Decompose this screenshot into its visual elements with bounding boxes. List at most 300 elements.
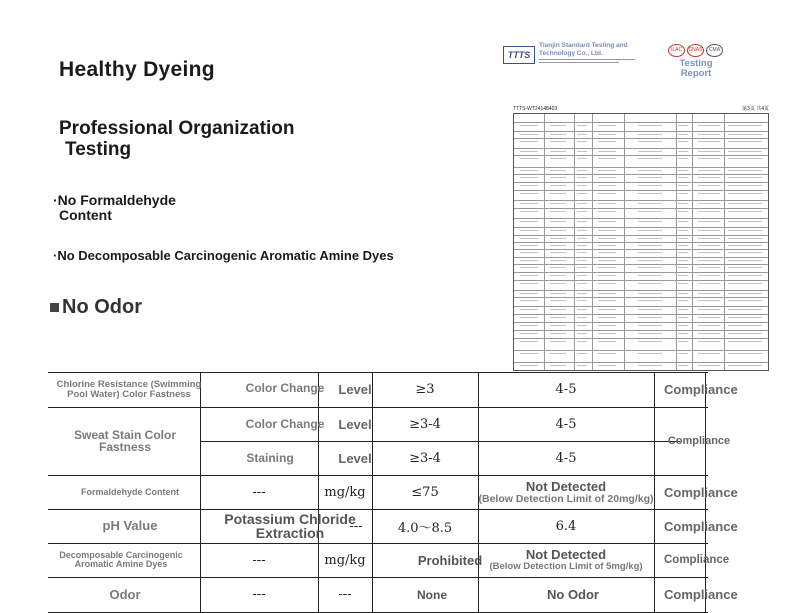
report-thumbnail-text-stroke (638, 230, 662, 231)
report-thumbnail-text-stroke (728, 193, 762, 194)
report-thumbnail-text-stroke (638, 177, 662, 178)
row-2-unit: Level (338, 416, 372, 432)
report-thumbnail-text-stroke (598, 341, 616, 342)
report-thumbnail-text-stroke (520, 252, 538, 253)
report-thumbnail-text-stroke (520, 260, 538, 261)
report-thumbnail-text-stroke (698, 211, 720, 212)
report-thumbnail-text-stroke (728, 283, 762, 284)
report-thumbnail-text-stroke (678, 185, 688, 186)
report-thumbnail-text-stroke (698, 341, 720, 342)
report-thumbnail-text-stroke (520, 333, 538, 334)
report-thumbnail-text-stroke (577, 300, 587, 301)
report-thumbnail-text-stroke (678, 260, 688, 261)
row-7-result: No Odor (547, 587, 599, 602)
report-thumbnail-text-stroke (728, 333, 762, 334)
report-thumbnail-text-stroke (678, 341, 688, 342)
ttts-underline (539, 59, 635, 60)
report-thumbnail-row-line (514, 314, 768, 315)
testing-report-line-1: Testing (679, 58, 713, 69)
report-thumbnail-text-stroke (678, 158, 688, 159)
row-6-unit: mg/kg (324, 552, 366, 568)
subtitle-line-1: Professional Organization (59, 118, 295, 139)
report-thumbnail-text-stroke (550, 260, 566, 261)
row-5-standard: 4.0～8.5 (397, 520, 453, 536)
report-thumbnail-text-stroke (577, 275, 587, 276)
report-thumbnail-text-stroke (520, 211, 538, 212)
report-thumbnail-text-stroke (550, 203, 566, 204)
row-3-indicator: Staining (246, 451, 294, 465)
report-thumbnail-text-stroke (728, 170, 762, 171)
report-thumbnail-text-stroke (728, 230, 762, 231)
report-thumbnail-text-stroke (678, 238, 688, 239)
report-thumbnail-text-stroke (550, 333, 566, 334)
report-thumbnail-row-line (514, 242, 768, 243)
report-thumbnail-row-line (514, 280, 768, 281)
report-thumbnail-text-stroke (728, 158, 762, 159)
report-thumbnail-text-stroke (678, 193, 688, 194)
row-1-result: 4-5 (555, 382, 577, 397)
report-thumbnail-text-stroke (550, 134, 566, 135)
report-thumbnail-text-stroke (638, 341, 662, 342)
report-thumbnail-row-line (514, 290, 768, 291)
report-thumbnail-text-stroke (638, 238, 662, 239)
row-7-standard: None (417, 587, 447, 602)
bullet-no-odor (50, 296, 142, 318)
report-thumbnail-text-stroke (520, 245, 538, 246)
report-thumbnail-text-stroke (520, 317, 538, 318)
report-thumbnail-text-stroke (698, 134, 720, 135)
report-thumbnail-column-line (544, 114, 545, 370)
report-thumbnail-text-stroke (698, 221, 720, 222)
report-thumbnail-text-stroke (698, 309, 720, 310)
report-thumbnail-text-stroke (577, 353, 587, 354)
report-thumbnail-text-stroke (577, 185, 587, 186)
report-thumbnail-text-stroke (638, 158, 662, 159)
report-thumbnail-text-stroke (577, 203, 587, 204)
row-7-unit: --- (338, 587, 352, 602)
report-thumbnail-text-stroke (520, 134, 538, 135)
report-thumbnail-text-stroke (550, 353, 566, 354)
report-thumbnail-text-stroke (638, 325, 662, 326)
row-2-indicator: Color Change (245, 417, 325, 431)
report-thumbnail-text-stroke (598, 230, 616, 231)
row-2-verdict: Compliance (667, 435, 731, 447)
report-thumbnail-text-stroke (728, 245, 762, 246)
report-thumbnail-text-stroke (678, 293, 688, 294)
report-thumbnail-row-line (514, 122, 768, 123)
report-thumbnail-text-stroke (577, 293, 587, 294)
report-thumbnail-row-line (514, 338, 768, 339)
report-thumbnail-text-stroke (698, 203, 720, 204)
testing-report-line-2: Report (680, 68, 712, 79)
row-4-indicator: --- (252, 484, 266, 500)
report-thumbnail-row-line (514, 264, 768, 265)
row-5-result: 6.4 (555, 518, 577, 534)
report-thumbnail-text-stroke (638, 260, 662, 261)
report-thumbnail-text-stroke (550, 317, 566, 318)
row-5-item: pH Value (102, 518, 158, 533)
report-thumbnail-text-stroke (577, 211, 587, 212)
report-thumbnail-text-stroke (598, 252, 616, 253)
report-thumbnail-text-stroke (598, 211, 616, 212)
report-thumbnail-text-stroke (598, 317, 616, 318)
report-number: TTTS-WT24148403 (513, 106, 558, 112)
report-thumbnail-text-stroke (598, 267, 616, 268)
report-thumbnail-text-stroke (550, 221, 566, 222)
report-thumbnail-text-stroke (728, 353, 762, 354)
report-thumbnail-text-stroke (550, 158, 566, 159)
report-thumbnail-text-stroke (728, 221, 762, 222)
subtitle-line-2: Testing (65, 139, 132, 160)
report-thumbnail-column-line (624, 114, 625, 370)
report-thumbnail-text-stroke (728, 275, 762, 276)
report-thumbnail-text-stroke (598, 333, 616, 334)
report-thumbnail-text-stroke (577, 365, 587, 366)
bullet-formaldehyde (53, 193, 176, 223)
report-thumbnail-text-stroke (550, 177, 566, 178)
report-thumbnail-text-stroke (698, 158, 720, 159)
report-thumbnail-text-stroke (638, 125, 662, 126)
report-thumbnail-text-stroke (520, 341, 538, 342)
report-thumbnail-text-stroke (698, 151, 720, 152)
report-thumbnail-text-stroke (638, 309, 662, 310)
report-thumbnail-text-stroke (678, 125, 688, 126)
report-thumbnail-text-stroke (638, 221, 662, 222)
report-thumbnail-text-stroke (698, 353, 720, 354)
row-4-result (478, 475, 654, 509)
report-thumbnail-text-stroke (698, 245, 720, 246)
row-1-standard: ≥3 (415, 382, 435, 397)
report-thumbnail-text-stroke (638, 317, 662, 318)
report-thumbnail-text-stroke (678, 134, 688, 135)
report-thumbnail-row-line (514, 208, 768, 209)
row-2-item: Sweat Stain Color Fastness (73, 428, 177, 454)
row-3-standard: ≥3-4 (409, 450, 441, 466)
report-thumbnail-row-line (514, 182, 768, 183)
report-thumbnail-text-stroke (728, 300, 762, 301)
report-thumbnail-text-stroke (520, 185, 538, 186)
report-thumbnail-text-stroke (550, 341, 566, 342)
report-thumbnail-text-stroke (638, 353, 662, 354)
report-thumbnail-text-stroke (638, 252, 662, 253)
subtitle (59, 118, 294, 160)
report-thumbnail-text-stroke (598, 125, 616, 126)
report-thumbnail-text-stroke (598, 353, 616, 354)
report-thumbnail-text-stroke (678, 267, 688, 268)
row-5-verdict: Compliance (664, 518, 738, 534)
row-2-result: 4-5 (555, 416, 577, 432)
report-thumbnail-text-stroke (598, 185, 616, 186)
row-7-verdict: Compliance (664, 587, 738, 602)
report-thumbnail-text-stroke (577, 333, 587, 334)
report-thumbnail-text-stroke (728, 177, 762, 178)
report-thumbnail-text-stroke (678, 325, 688, 326)
report-thumbnail-text-stroke (638, 193, 662, 194)
report-thumbnail-text-stroke (577, 325, 587, 326)
report-thumbnail-text-stroke (577, 252, 587, 253)
report-thumbnail-row-line (514, 131, 768, 132)
report-thumbnail-text-stroke (598, 141, 616, 142)
report-thumbnail-text-stroke (638, 151, 662, 152)
report-thumbnail-text-stroke (728, 252, 762, 253)
ttts-mark: TTTS (503, 46, 535, 64)
report-thumbnail-text-stroke (550, 365, 566, 366)
report-thumbnail-text-stroke (698, 283, 720, 284)
report-thumbnail-text-stroke (598, 283, 616, 284)
report-thumbnail-text-stroke (550, 170, 566, 171)
report-thumbnail-text-stroke (698, 317, 720, 318)
report-thumbnail-text-stroke (678, 170, 688, 171)
report-thumbnail-text-stroke (598, 203, 616, 204)
report-thumbnail-text-stroke (577, 134, 587, 135)
report-thumbnail-text-stroke (698, 230, 720, 231)
report-thumbnail-text-stroke (520, 353, 538, 354)
report-thumbnail-text-stroke (698, 275, 720, 276)
report-thumbnail-text-stroke (638, 203, 662, 204)
report-thumbnail-text-stroke (678, 353, 688, 354)
report-thumbnail-text-stroke (520, 275, 538, 276)
report-thumbnail-text-stroke (678, 283, 688, 284)
report-thumbnail-text-stroke (550, 300, 566, 301)
report-thumbnail-text-stroke (520, 365, 538, 366)
ttts-underline-2 (539, 62, 619, 63)
ilac-badge-icon: ILAC (668, 44, 685, 57)
report-thumbnail-row-line (514, 249, 768, 250)
report-thumbnail-header (513, 106, 771, 112)
report-thumbnail-row-line (514, 272, 768, 273)
report-thumbnail-text-stroke (728, 267, 762, 268)
report-thumbnail-text-stroke (598, 193, 616, 194)
testing-report-label (672, 59, 720, 79)
report-thumbnail-text-stroke (698, 260, 720, 261)
report-thumbnail-row-line (514, 350, 768, 351)
report-thumbnail-text-stroke (638, 333, 662, 334)
report-thumbnail-text-stroke (598, 170, 616, 171)
report-thumbnail-text-stroke (598, 238, 616, 239)
report-thumbnail-text-stroke (550, 125, 566, 126)
report-thumbnail-text-stroke (598, 245, 616, 246)
report-thumbnail-text-stroke (678, 333, 688, 334)
report-thumbnail-text-stroke (520, 221, 538, 222)
row-2-standard: ≥3-4 (409, 416, 441, 432)
ttts-company-name: Tianjin Standard Testing and Technology Co., Ltd. (539, 42, 628, 57)
row-4-result-note: (Below Detection Limit of 20mg/kg) (478, 492, 654, 505)
report-thumbnail-text-stroke (577, 141, 587, 142)
report-thumbnail-text-stroke (728, 211, 762, 212)
report-thumbnail-text-stroke (698, 333, 720, 334)
report-thumbnail-text-stroke (678, 211, 688, 212)
report-thumbnail-row-line (514, 306, 768, 307)
test-results-table (0, 372, 790, 613)
report-thumbnail-text-stroke (520, 293, 538, 294)
report-thumbnail-text-stroke (638, 141, 662, 142)
report-thumbnail-text-stroke (678, 177, 688, 178)
report-thumbnail-text-stroke (577, 193, 587, 194)
report-thumbnail-row-line (514, 167, 768, 168)
report-thumbnail-row-line (514, 322, 768, 323)
report-thumbnail-text-stroke (577, 125, 587, 126)
accreditation-badges (668, 44, 730, 58)
row-3-unit: Level (338, 450, 372, 466)
report-thumbnail-text-stroke (638, 293, 662, 294)
report-thumbnail-text-stroke (638, 275, 662, 276)
report-thumbnail-text-stroke (728, 141, 762, 142)
report-thumbnail-text-stroke (577, 221, 587, 222)
report-thumbnail-text-stroke (728, 260, 762, 261)
report-thumbnail-row-line (514, 148, 768, 149)
row-3-result: 4-5 (555, 450, 577, 466)
report-thumbnail-text-stroke (598, 177, 616, 178)
report-page: 第3页 共4页 (742, 106, 769, 112)
report-thumbnail-text-stroke (678, 365, 688, 366)
report-thumbnail (513, 106, 771, 372)
report-thumbnail-text-stroke (550, 141, 566, 142)
report-thumbnail-text-stroke (728, 134, 762, 135)
row-7-indicator: --- (252, 587, 266, 602)
report-thumbnail-text-stroke (728, 203, 762, 204)
report-thumbnail-text-stroke (598, 300, 616, 301)
report-thumbnail-row-line (514, 200, 768, 201)
row-4-item: Formaldehyde Content (80, 486, 179, 497)
report-thumbnail-text-stroke (678, 203, 688, 204)
report-thumbnail-text-stroke (638, 170, 662, 171)
report-thumbnail-text-stroke (520, 325, 538, 326)
report-thumbnail-text-stroke (728, 325, 762, 326)
row-6-result (478, 543, 654, 577)
row-4-standard: ≤75 (411, 484, 439, 500)
bullet-amine-dyes: ·No Decomposable Carcinogenic Aromatic Amine Dyes (53, 248, 394, 263)
row-5-indicator: Potassium Chloride Extraction (224, 511, 356, 541)
report-thumbnail-row-line (514, 227, 768, 228)
report-thumbnail-text-stroke (698, 365, 720, 366)
row-6-result-main: Not Detected (525, 546, 607, 562)
report-thumbnail-text-stroke (550, 185, 566, 186)
report-thumbnail-row-line (514, 257, 768, 258)
report-thumbnail-text-stroke (698, 193, 720, 194)
report-thumbnail-text-stroke (728, 341, 762, 342)
report-thumbnail-text-stroke (728, 309, 762, 310)
report-thumbnail-text-stroke (698, 141, 720, 142)
report-thumbnail-text-stroke (698, 293, 720, 294)
row-6-indicator: --- (252, 552, 266, 568)
report-thumbnail-text-stroke (728, 185, 762, 186)
report-thumbnail-text-stroke (520, 151, 538, 152)
report-thumbnail-text-stroke (698, 325, 720, 326)
report-thumbnail-text-stroke (577, 260, 587, 261)
row-6-verdict: Compliance (664, 554, 730, 566)
cma-badge-icon: CMA (706, 44, 723, 57)
report-thumbnail-text-stroke (638, 267, 662, 268)
report-thumbnail-text-stroke (678, 230, 688, 231)
report-thumbnail-text-stroke (577, 317, 587, 318)
report-thumbnail-text-stroke (678, 309, 688, 310)
report-thumbnail-row-line (514, 174, 768, 175)
report-thumbnail-column-line (676, 114, 677, 370)
report-thumbnail-text-stroke (598, 275, 616, 276)
report-thumbnail-text-stroke (698, 185, 720, 186)
report-thumbnail-text-stroke (550, 238, 566, 239)
report-thumbnail-text-stroke (678, 245, 688, 246)
report-thumbnail-text-stroke (638, 211, 662, 212)
report-thumbnail-text-stroke (638, 134, 662, 135)
row-1-indicator: Color Change (245, 381, 325, 395)
report-thumbnail-text-stroke (698, 177, 720, 178)
report-thumbnail-column-line (692, 114, 693, 370)
report-thumbnail-text-stroke (550, 193, 566, 194)
row-6-item: Decomposable Carcinogenic Aromatic Amine Dyes (59, 550, 183, 569)
report-thumbnail-text-stroke (520, 141, 538, 142)
report-thumbnail-text-stroke (577, 177, 587, 178)
report-thumbnail-text-stroke (638, 185, 662, 186)
report-thumbnail-text-stroke (728, 293, 762, 294)
row-6-result-note: (Below Detection Limit of 5mg/kg) (489, 560, 643, 572)
row-1-unit: Level (338, 382, 372, 397)
report-thumbnail-row-line (514, 138, 768, 139)
report-thumbnail-text-stroke (577, 309, 587, 310)
report-thumbnail-row-line (514, 155, 768, 156)
report-thumbnail-row-line (514, 218, 768, 219)
report-thumbnail-text-stroke (577, 267, 587, 268)
report-thumbnail-text-stroke (550, 275, 566, 276)
report-thumbnail-text-stroke (520, 193, 538, 194)
report-thumbnail-text-stroke (728, 317, 762, 318)
report-thumbnail-text-stroke (577, 151, 587, 152)
report-thumbnail-text-stroke (520, 125, 538, 126)
report-thumbnail-text-stroke (598, 293, 616, 294)
report-thumbnail-text-stroke (520, 283, 538, 284)
row-7-item: Odor (109, 586, 141, 602)
report-thumbnail-text-stroke (698, 300, 720, 301)
report-thumbnail-text-stroke (550, 230, 566, 231)
report-thumbnail-text-stroke (598, 158, 616, 159)
report-thumbnail-text-stroke (520, 238, 538, 239)
report-thumbnail-text-stroke (638, 245, 662, 246)
report-thumbnail-text-stroke (550, 151, 566, 152)
report-thumbnail-text-stroke (550, 245, 566, 246)
report-thumbnail-row-line (514, 190, 768, 191)
report-thumbnail-text-stroke (598, 134, 616, 135)
report-thumbnail-text-stroke (678, 221, 688, 222)
report-thumbnail-text-stroke (550, 293, 566, 294)
cnas-badge-icon: CNAS (687, 44, 704, 57)
row-4-unit: mg/kg (324, 484, 366, 500)
report-thumbnail-text-stroke (577, 245, 587, 246)
bullet-no-odor-label: No Odor (62, 296, 142, 318)
row-4-verdict: Compliance (664, 484, 738, 500)
row-6-standard: Prohibited (417, 552, 483, 568)
report-thumbnail-text-stroke (678, 151, 688, 152)
row-1-verdict: Compliance (664, 382, 738, 397)
bullet-formaldehyde-line-1: ·No Formaldehyde (53, 192, 176, 208)
report-thumbnail-text-stroke (520, 170, 538, 171)
report-thumbnail-text-stroke (698, 267, 720, 268)
report-thumbnail-text-stroke (678, 317, 688, 318)
report-thumbnail-text-stroke (577, 283, 587, 284)
ttts-logo (503, 42, 638, 66)
report-thumbnail-text-stroke (520, 267, 538, 268)
report-thumbnail-text-stroke (638, 283, 662, 284)
bullet-formaldehyde-line-2: Content (59, 207, 112, 223)
row-1-item: Chlorine Resistance (Swimming Pool Water) Color Fastness (56, 378, 202, 400)
report-thumbnail-text-stroke (638, 300, 662, 301)
row-5-unit: --- (349, 518, 363, 534)
report-thumbnail-text-stroke (728, 151, 762, 152)
report-thumbnail-text-stroke (598, 260, 616, 261)
report-thumbnail-text-stroke (728, 125, 762, 126)
report-thumbnail-grid (513, 113, 769, 371)
report-thumbnail-text-stroke (577, 230, 587, 231)
report-thumbnail-row-line (514, 235, 768, 236)
